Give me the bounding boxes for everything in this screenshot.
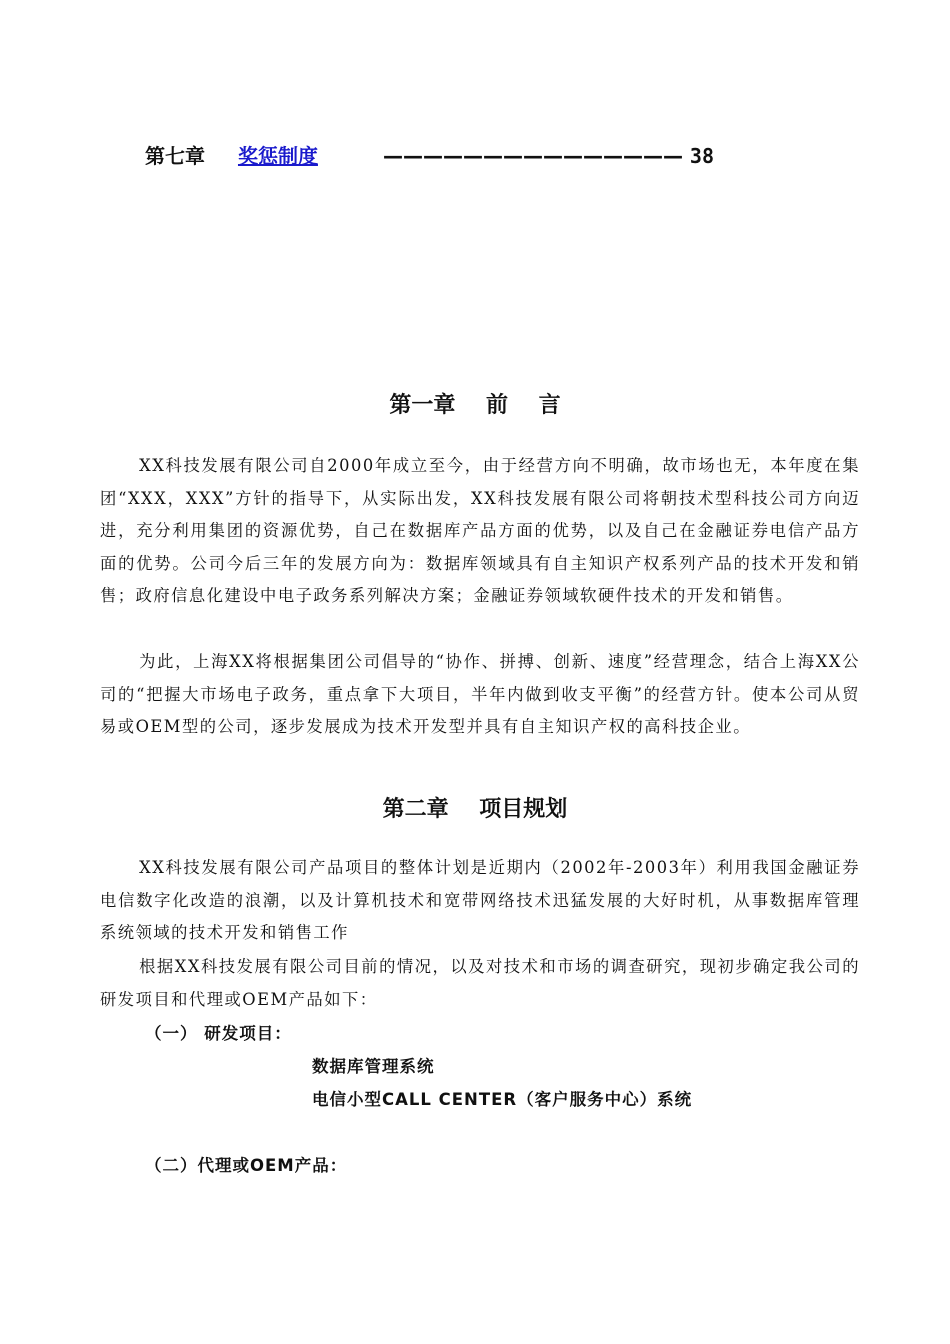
project-item-call-center: 电信小型CALL CENTER（客户服务中心）系统: [312, 1090, 693, 1109]
chapter1-paragraph-2: 为此，上海XX将根据集团公司倡导的“协作、拼搏、创新、速度”经营理念，结合上海XX公司的“把握大市场电子政务，重点拿下大项目，半年内做到收支平衡”的经营方针。使本公司从贸易或OEM型的公司，逐步发展成为技术开发型并具有自主知识产权的高科技企业。: [100, 652, 860, 736]
chapter2-title: 第二章 项目规划: [382, 797, 568, 822]
toc-page-number: 38: [689, 144, 714, 168]
chapter2-paragraph-2: 根据XX科技发展有限公司目前的情况，以及对技术和市场的调查研究，现初步确定我公司的研发项目和代理或OEM产品如下：: [100, 957, 860, 1009]
chapter1-title: 第一章 前 言: [389, 393, 561, 418]
section-oem-products-heading: （二）代理或OEM产品：: [145, 1156, 348, 1175]
chapter1-paragraph-1: XX科技发展有限公司自2000年成立至今，由于经营方向不明确，故市场也无，本年度在集团“XXX，XXX”方针的指导下，从实际出发，XX科技发展有限公司将朝技术型科技公司方向迈进，充分利用集团的资源优势，自己在数据库产品方面的优势，以及自己在金融证券电信产品方面的优势。公司今后三年的发展方向为：数据库领域具有自主知识产权系列产品的技术开发和销售；政府信息化建设中电子政务系列解决方案；金融证券领域软硬件技术的开发和销售。: [100, 456, 860, 605]
toc-link-reward-punishment[interactable]: 奖惩制度: [237, 144, 318, 168]
chapter2-paragraph-1: XX科技发展有限公司产品项目的整体计划是近期内（2002年-2003年）利用我国金融证券电信数字化改造的浪潮，以及计算机技术和宽带网络技术迅猛发展的大好时机，从事数据库管理系统领域的技术开发和销售工作: [100, 858, 860, 942]
toc-entry: [145, 140, 714, 172]
section-research-projects-heading: （一） 研发项目：: [145, 1024, 292, 1043]
project-item-dbms: 数据库管理系统: [312, 1057, 435, 1076]
toc-chapter-number: 第七章: [145, 144, 205, 168]
toc-leader: ———————————————: [382, 144, 683, 168]
